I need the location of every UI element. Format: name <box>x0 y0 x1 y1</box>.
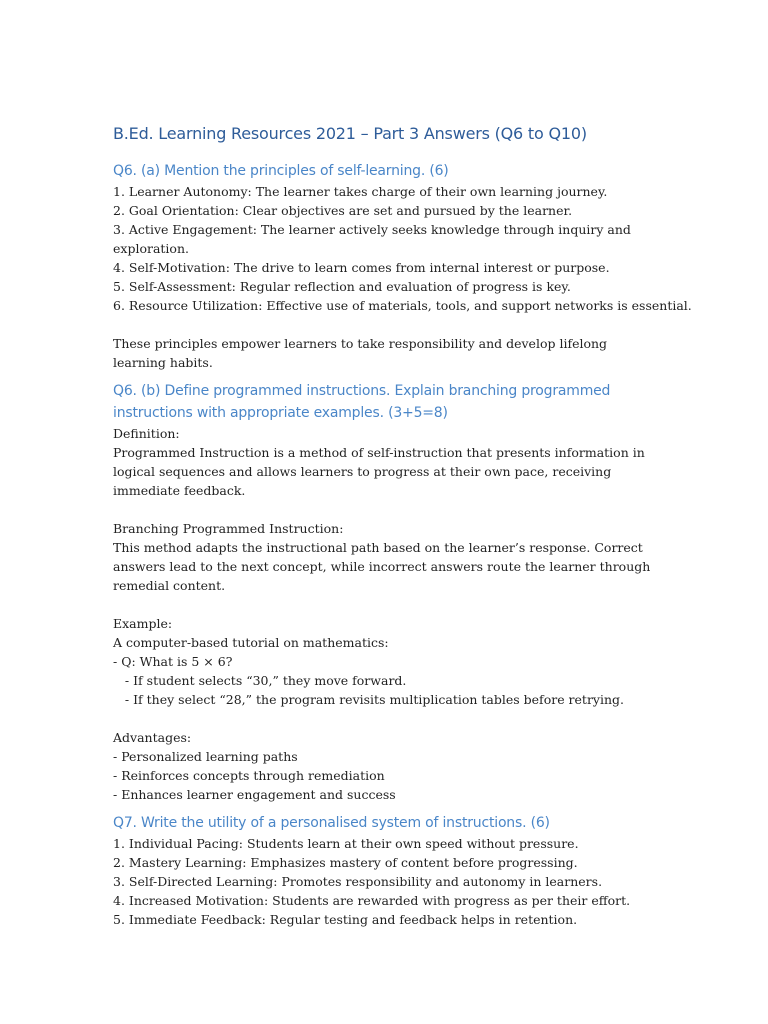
example-line: A computer-based tutorial on mathematics: <box>113 635 389 650</box>
q6a-heading: Q6. (a) Mention the principles of self-learning. (6) <box>113 163 449 179</box>
list-item: 4. Self-Motivation: The drive to learn comes from internal interest or purpose. <box>113 260 610 275</box>
list-item: 5. Self-Assessment: Regular reflection and evaluation of progress is key. <box>113 279 571 294</box>
example-line: - If student selects “30,” they move forward. <box>113 673 407 688</box>
q7-list <box>113 834 658 929</box>
q6a-summary: These principles empower learners to take responsibility and develop lifelong learning habits. <box>113 336 608 370</box>
list-item: 3. Active Engagement: The learner actively seeks knowledge through inquiry and exploration. <box>113 222 631 256</box>
q6b-heading: Q6. (b) Define programmed instructions. Explain branching programmed instructions with appropriate examples. (3+5=8) <box>113 383 611 421</box>
list-item: 1. Learner Autonomy: The learner takes charge of their own learning journey. <box>113 184 608 199</box>
advantages-label: Advantages: <box>113 730 192 745</box>
example-line: - Q: What is 5 × 6? <box>113 654 233 669</box>
q6a-list <box>113 182 692 315</box>
list-item: 2. Mastery Learning: Emphasizes mastery of content before progressing. <box>113 855 578 870</box>
list-item: 5. Immediate Feedback: Regular testing and feedback helps in retention. <box>113 912 578 927</box>
branching-label: Branching Programmed Instruction: <box>113 521 344 536</box>
list-item: 2. Goal Orientation: Clear objectives are set and pursued by the learner. <box>113 203 573 218</box>
list-item: 6. Resource Utilization: Effective use of materials, tools, and support networks is essential. <box>113 298 692 313</box>
definition-label: Definition: <box>113 426 180 441</box>
list-item: 4. Increased Motivation: Students are rewarded with progress as per their effort. <box>113 893 631 908</box>
example-line: - If they select “28,” the program revisits multiplication tables before retrying. <box>113 692 625 707</box>
definition-text: Programmed Instruction is a method of self-instruction that presents information in logical sequences and allows learners to progress at their own pace, receiving immediate feedback. <box>113 445 645 498</box>
list-item: - Reinforces concepts through remediation <box>113 768 385 783</box>
document-body <box>113 160 692 929</box>
example-label: Example: <box>113 616 173 631</box>
list-item: 1. Individual Pacing: Students learn at their own speed without pressure. <box>113 836 579 851</box>
advantages-list <box>113 747 658 804</box>
list-item: - Enhances learner engagement and success <box>113 787 396 802</box>
list-item: 3. Self-Directed Learning: Promotes responsibility and autonomy in learners. <box>113 874 603 889</box>
q7-heading: Q7. Write the utility of a personalised system of instructions. (6) <box>113 815 550 831</box>
branching-text: This method adapts the instructional path based on the learner’s response. Correct answers lead to the next concept, while incorrect answers route the learner through remedial content. <box>113 540 651 593</box>
list-item: - Personalized learning paths <box>113 749 298 764</box>
document-title: B.Ed. Learning Resources 2021 – Part 3 Answers (Q6 to Q10) <box>113 124 587 143</box>
example-list <box>113 633 658 709</box>
